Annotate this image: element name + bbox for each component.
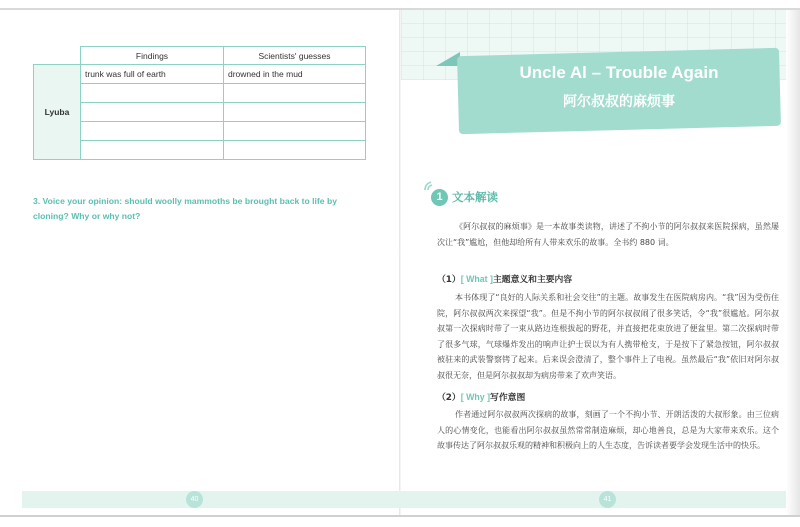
what-heading — [437, 272, 572, 285]
page-number-left: 40 — [186, 491, 203, 508]
bottom-border — [0, 515, 800, 517]
table-cell — [224, 84, 366, 103]
table-cell — [224, 122, 366, 141]
intro-paragraph: 《阿尔叔叔的麻烦事》是一本故事类读物，讲述了不拘小节的阿尔叔叔来医院探病，虽然屡次让“我”尴尬，但他却给所有人带来欢乐的故事。全书约 880 词。 — [437, 222, 779, 247]
what-paragraph: 本书体现了“良好的人际关系和社会交往”的主题。故事发生在医院病房内。“我”因为受伤住院，阿尔叔叔两次来探望“我”。但是不拘小节的阿尔叔叔闹了很多笑话，令“我”很尴尬。阿尔叔叔第一次探病时带了一束从路边连根拔起的野花，并直接把花束放进了便盆里。第二次探病时带了很多气球，气球爆炸发出的响声让护士误以为有人携带枪支，于是按下了紧急按钮，阿尔叔叔被驻来的武装警察铐了起来。后来误会澄清了，整个事件上了电视。虽然最后“我”依旧对阿尔叔叔很无奈，但是阿尔叔叔却为病房带来了欢声笑语。 — [437, 293, 779, 380]
opinion-question: 3. Voice your opinion: should woolly mammoths be brought back to life by cloning? Why or why not? — [33, 196, 337, 221]
section-number-badge: 1 — [431, 189, 448, 206]
page-gutter — [399, 10, 401, 515]
table-row — [34, 65, 366, 84]
why-heading — [437, 390, 525, 403]
table-cell — [81, 84, 224, 103]
table-cell — [81, 103, 224, 122]
table-row — [34, 103, 366, 122]
table-cell: drowned in the mud — [224, 65, 366, 84]
table-header-row — [34, 47, 366, 65]
footer-band — [22, 491, 786, 508]
findings-table — [33, 46, 366, 160]
table-header-findings: Findings — [81, 47, 224, 65]
table-row — [34, 141, 366, 160]
table-row — [34, 122, 366, 141]
table-cell — [224, 103, 366, 122]
table-row — [34, 84, 366, 103]
why-paragraph: 作者通过阿尔叔叔两次探病的故事，刻画了一个不拘小节、开朗活泼的大叔形象。由三位病人的心情变化，也能看出阿尔叔叔虽然常常制造麻烦，却心地善良，总是为大家带来欢乐。这个故事传达了阿尔叔叔乐观的精神和积极向上的人生态度，告诉读者要学会发现生活中的快乐。 — [437, 410, 779, 450]
page-number-right: 41 — [599, 491, 616, 508]
what-heading-text: 主题意义和主要内容 — [492, 275, 573, 285]
section-title: 文本解读 — [452, 190, 498, 204]
book-title-chinese: 阿尔叔叔的麻烦事 — [563, 94, 675, 110]
why-prefix: （2） — [437, 393, 461, 403]
page-edge-shadow — [786, 10, 800, 515]
table-cell — [224, 141, 366, 160]
row-label-lyuba: Lyuba — [34, 65, 81, 160]
table-cell — [81, 141, 224, 160]
what-prefix: （1） — [437, 275, 461, 285]
why-tag: [ Why ] — [460, 392, 491, 402]
table-header-guesses: Scientists' guesses — [224, 47, 366, 65]
table-cell: trunk was full of earth — [81, 65, 224, 84]
what-tag: [ What ] — [460, 274, 493, 284]
table-header-blank — [34, 47, 81, 65]
why-heading-text: 写作意图 — [490, 393, 526, 403]
book-title-english: Uncle Al – Trouble Again — [519, 63, 719, 82]
table-cell — [81, 122, 224, 141]
